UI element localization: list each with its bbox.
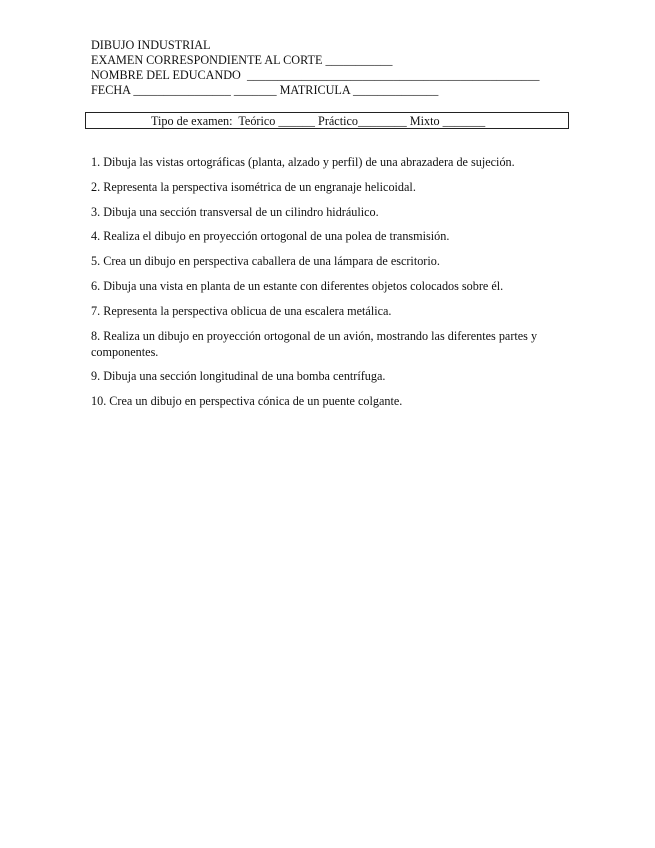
date-matricula-line: FECHA ________________ _______ MATRICULA ______________ bbox=[91, 83, 439, 97]
student-name-line: NOMBRE DEL EDUCANDO ________________________________________________ bbox=[91, 68, 540, 82]
question-item: 8. Realiza un dibujo en proyección ortogonal de un avión, mostrando las diferentes partes y componentes. bbox=[91, 328, 538, 359]
question-item: 5. Crea un dibujo en perspectiva caballera de una lámpara de escritorio. bbox=[91, 254, 440, 269]
question-item: 7. Representa la perspectiva oblicua de una escalera metálica. bbox=[91, 303, 392, 318]
question-item: 10. Crea un dibujo en perspectiva cónica de un puente colgante. bbox=[91, 394, 403, 409]
question-item: 2. Representa la perspectiva isométrica de un engranaje helicoidal. bbox=[91, 179, 416, 194]
exam-type-box bbox=[85, 112, 569, 129]
question-item: 4. Realiza el dibujo en proyección ortogonal de una polea de transmisión. bbox=[91, 229, 450, 244]
question-list bbox=[91, 154, 571, 418]
exam-type-text: Tipo de examen: Teórico ______ Práctico________ Mixto _______ bbox=[151, 114, 486, 128]
question-item: 1. Dibuja las vistas ortográficas (planta, alzado y perfil) de una abrazadera de sujeción. bbox=[91, 155, 515, 169]
question-item: 9. Dibuja una sección longitudinal de una bomba centrífuga. bbox=[91, 369, 386, 384]
exam-cut-line: EXAMEN CORRESPONDIENTE AL CORTE ___________ bbox=[91, 53, 393, 67]
question-item: 3. Dibuja una sección transversal de un cilindro hidráulico. bbox=[91, 204, 379, 219]
subject-title: DIBUJO INDUSTRIAL bbox=[91, 38, 211, 52]
exam-header bbox=[91, 38, 571, 98]
question-item: 6. Dibuja una vista en planta de un estante con diferentes objetos colocados sobre él. bbox=[91, 278, 504, 293]
